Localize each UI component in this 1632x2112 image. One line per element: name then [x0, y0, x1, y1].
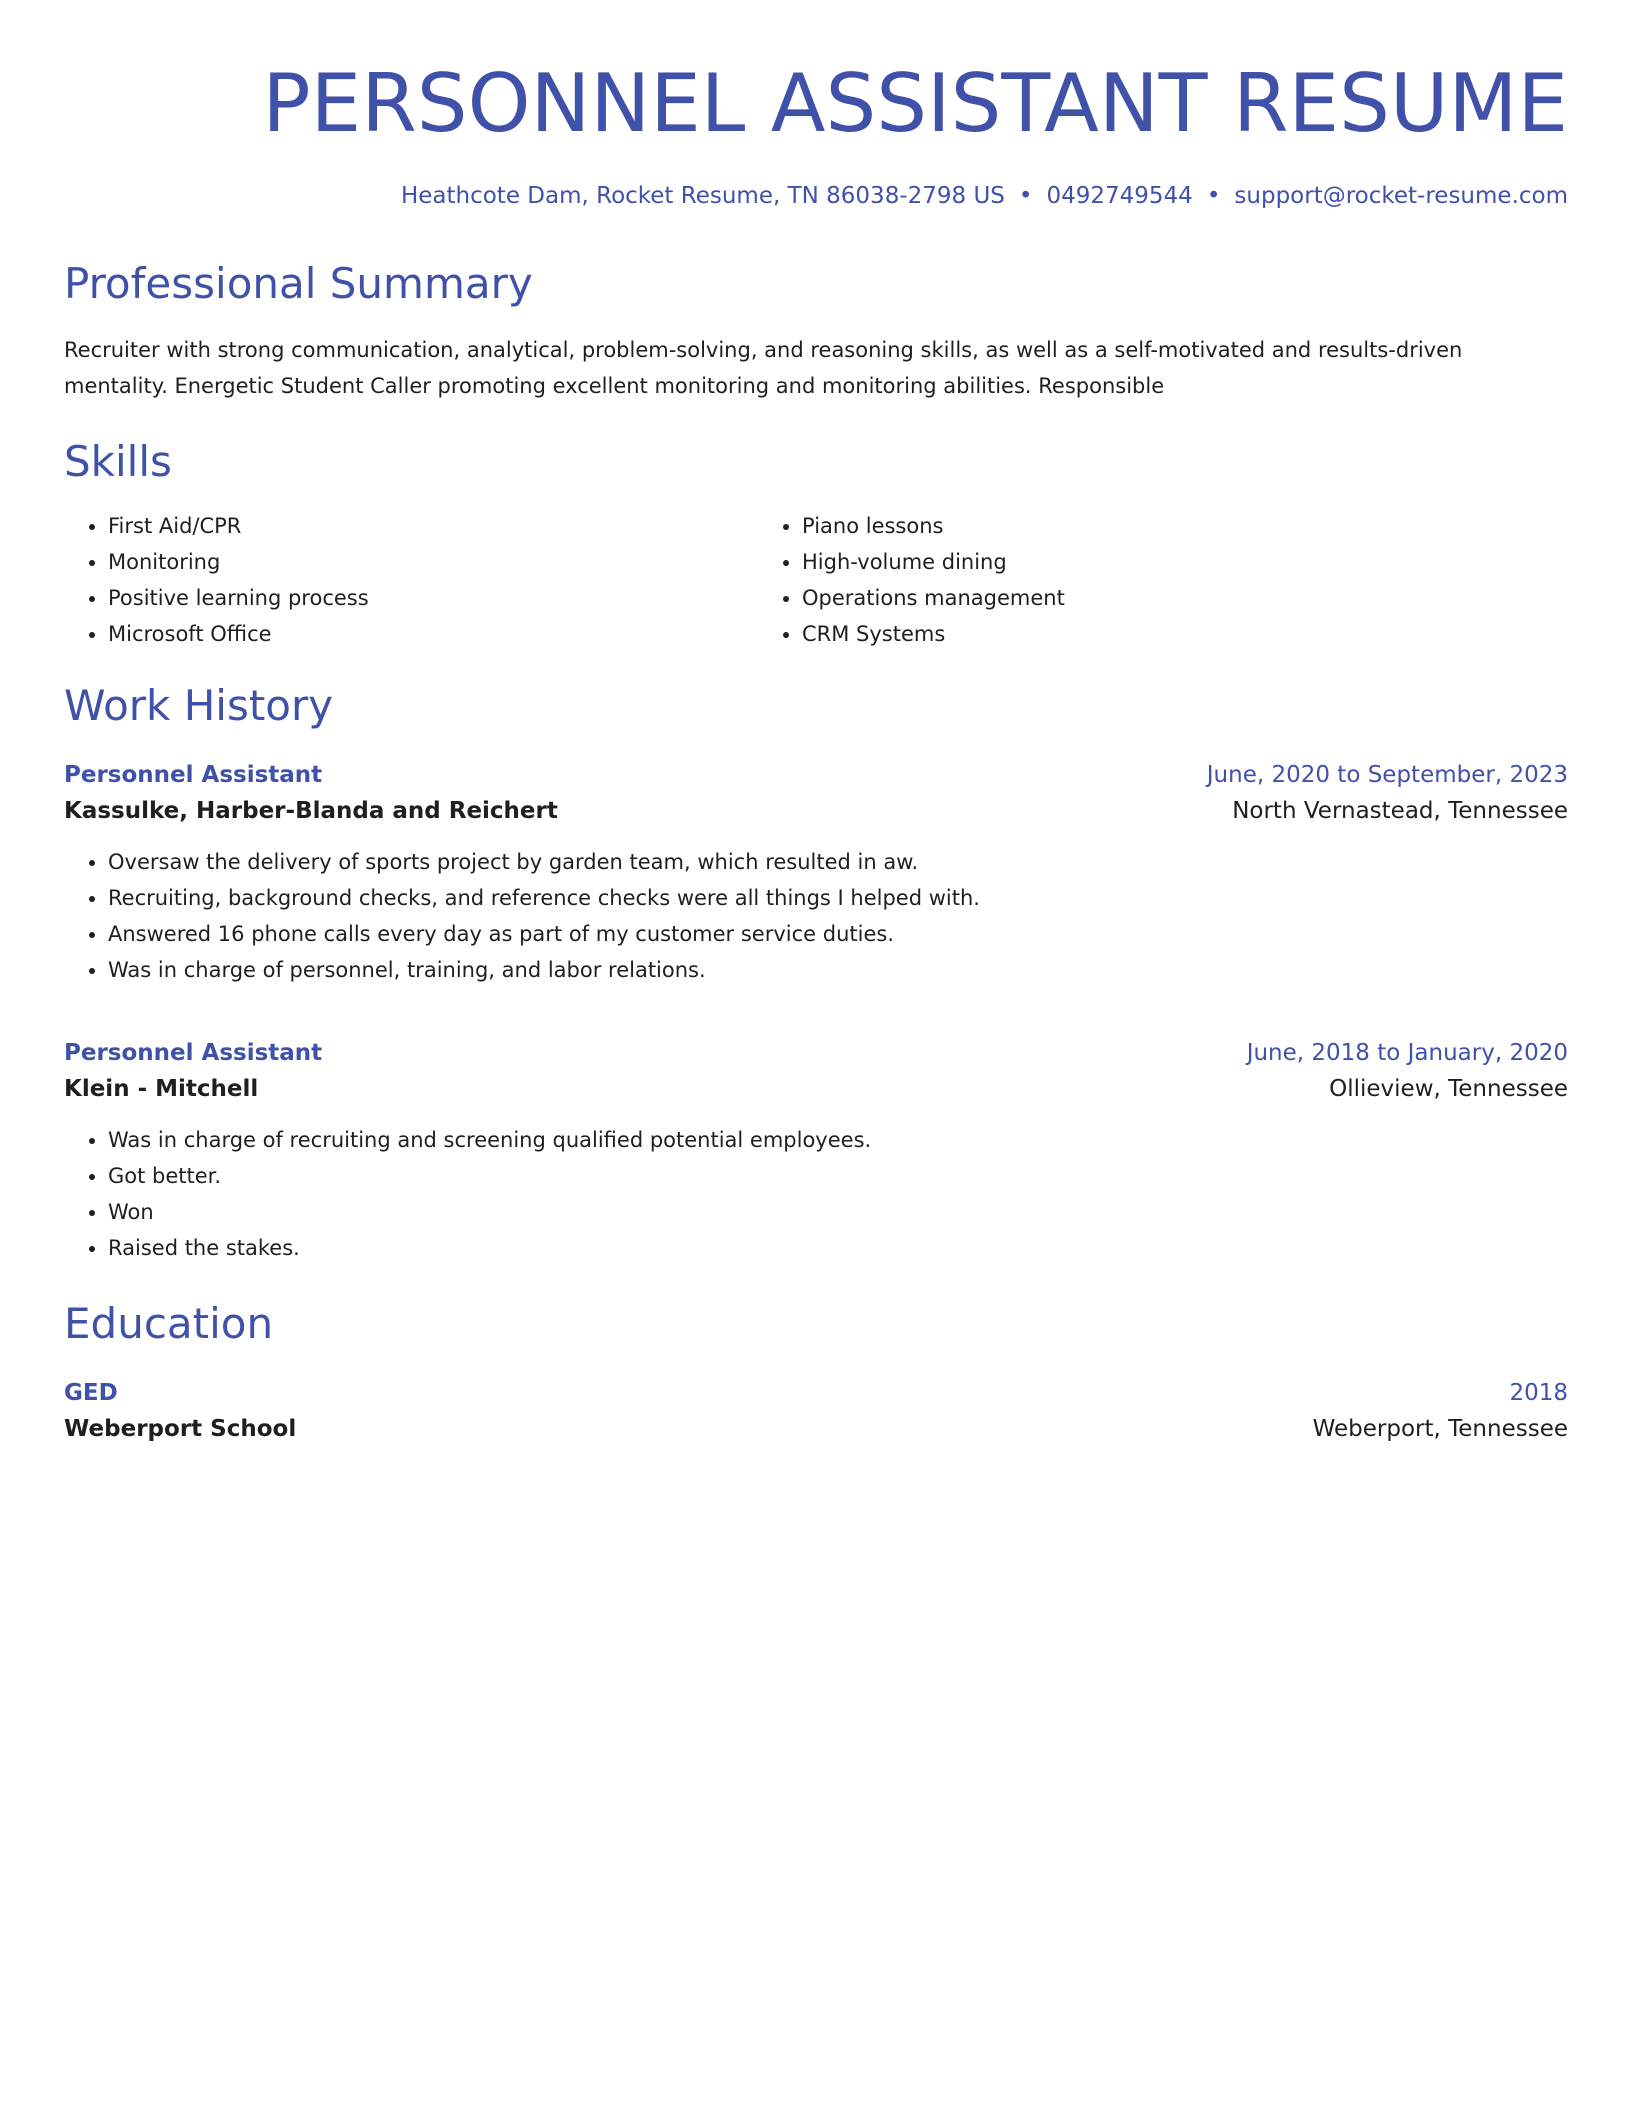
- job-header: [64, 1036, 1568, 1070]
- job-employer: Kassulke, Harber-Blanda and Reichert: [64, 798, 558, 824]
- job-bullets: [64, 1122, 1568, 1266]
- job-bullet: • Raised the stakes.: [108, 1230, 1568, 1266]
- job-entry: [64, 758, 1568, 988]
- job-bullet: • Won: [108, 1194, 1568, 1230]
- skills-column-left: [64, 508, 758, 652]
- contact-separator: •: [1018, 183, 1033, 209]
- contact-phone: 0492749544: [1046, 183, 1193, 209]
- job-location: Ollieview, Tennessee: [1329, 1076, 1568, 1102]
- job-bullets: [64, 844, 1568, 988]
- education-header: [64, 1376, 1568, 1410]
- job-employer-row: [64, 1070, 1568, 1108]
- skill-item: • Monitoring: [108, 544, 758, 580]
- section-title-education: Education: [64, 1299, 274, 1348]
- skill-item: • Positive learning process: [108, 580, 758, 616]
- summary-text: Recruiter with strong communication, analytical, problem-solving, and reasoning skills, as well as a self-motivated and results-driven mentality. Energetic Student Caller promoting excellent monitoring and monitoring abilities. Responsible: [64, 338, 1463, 398]
- job-title: Personnel Assistant: [64, 1040, 323, 1066]
- contact-separator: •: [1206, 183, 1221, 209]
- contact-email: support@rocket-resume.com: [1234, 183, 1568, 209]
- skill-item: • High-volume dining: [802, 544, 1452, 580]
- education-year: 2018: [1509, 1380, 1568, 1406]
- section-title-work-history: Work History: [64, 681, 334, 730]
- job-entry: [64, 1036, 1568, 1266]
- skill-item: • CRM Systems: [802, 616, 1452, 652]
- education-school-row: [64, 1410, 1568, 1448]
- skill-item: • Operations management: [802, 580, 1452, 616]
- resume-title: PERSONNEL ASSISTANT RESUME: [262, 57, 1568, 150]
- education-degree: GED: [64, 1380, 118, 1406]
- education-location: Weberport, Tennessee: [1312, 1416, 1568, 1442]
- job-employer: Klein - Mitchell: [64, 1076, 259, 1102]
- job-location: North Vernastead, Tennessee: [1232, 798, 1568, 824]
- education-entry: [64, 1376, 1568, 1448]
- job-title: Personnel Assistant: [64, 762, 323, 788]
- skill-item: • Microsoft Office: [108, 616, 758, 652]
- section-title-summary: Professional Summary: [64, 259, 533, 308]
- skills-list: [64, 508, 1568, 652]
- job-bullet: • Was in charge of recruiting and screening qualified potential employees.: [108, 1122, 1568, 1158]
- job-dates: June, 2020 to September, 2023: [1206, 762, 1568, 788]
- job-bullet: • Got better.: [108, 1158, 1568, 1194]
- job-employer-row: [64, 792, 1568, 830]
- job-bullet: • Recruiting, background checks, and reference checks were all things I helped with.: [108, 880, 1568, 916]
- education-school: Weberport School: [64, 1416, 297, 1442]
- section-title-skills: Skills: [64, 437, 172, 486]
- skills-column-right: [758, 508, 1452, 652]
- job-bullet: • Answered 16 phone calls every day as part of my customer service duties.: [108, 916, 1568, 952]
- job-bullet: • Oversaw the delivery of sports project by garden team, which resulted in aw.: [108, 844, 1568, 880]
- job-header: [64, 758, 1568, 792]
- contact-line: [64, 180, 1568, 212]
- contact-address: Heathcote Dam, Rocket Resume, TN 86038-2798 US: [400, 183, 1005, 209]
- job-dates: June, 2018 to January, 2020: [1246, 1040, 1568, 1066]
- job-bullet: • Was in charge of personnel, training, and labor relations.: [108, 952, 1568, 988]
- skill-item: • Piano lessons: [802, 508, 1452, 544]
- skill-item: • First Aid/CPR: [108, 508, 758, 544]
